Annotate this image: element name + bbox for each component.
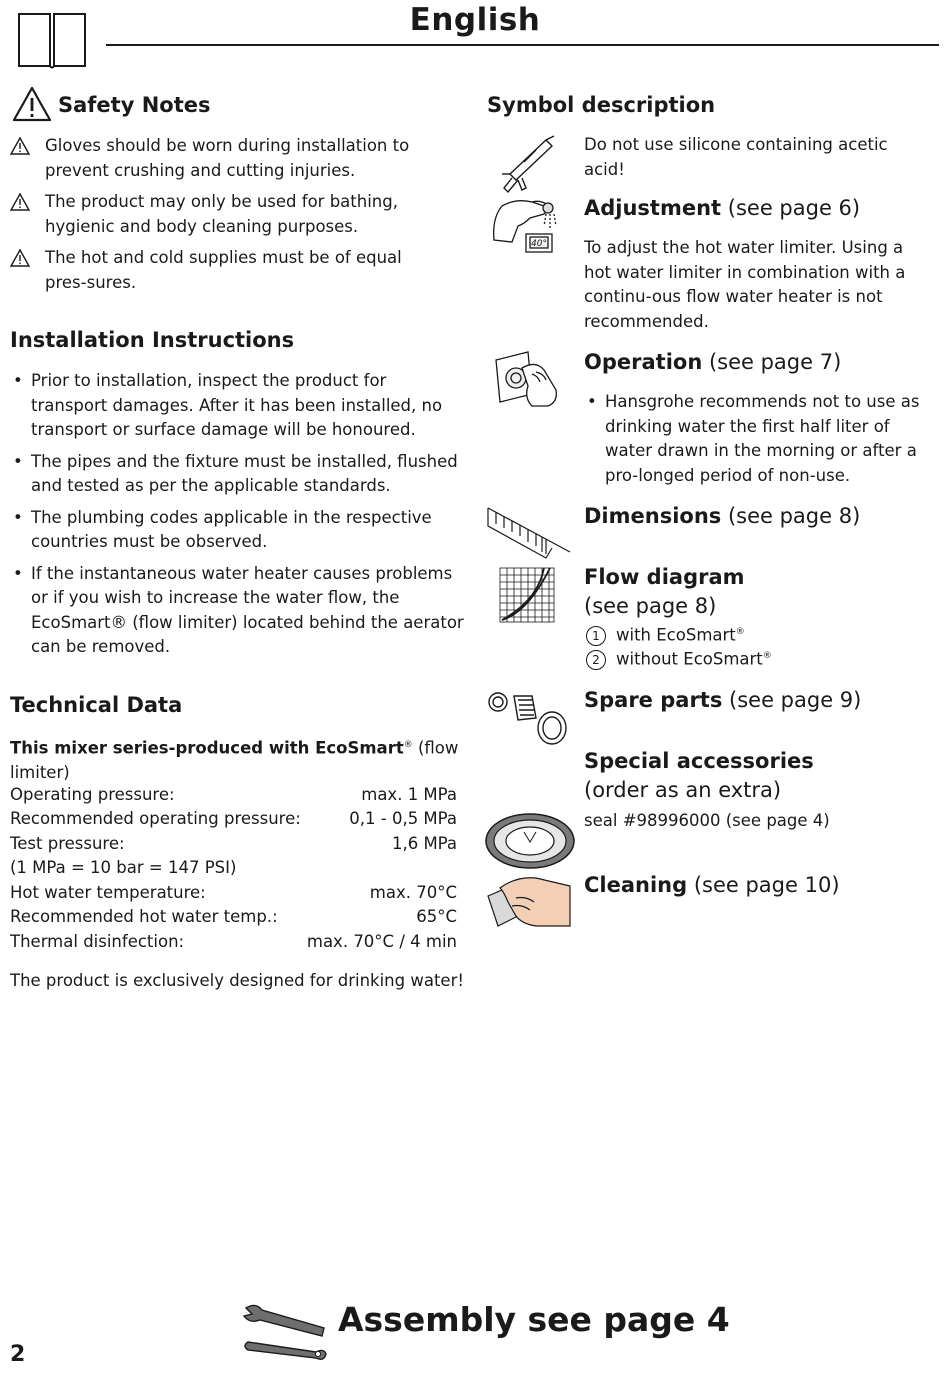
cleaning-hand-icon [486, 872, 572, 930]
tech-label: Test pressure: [10, 834, 125, 853]
adjustment-page: (see page 6) [721, 196, 861, 220]
tech-row [10, 783, 457, 808]
tech-row [10, 881, 457, 906]
warning-small-icon [10, 249, 30, 267]
tech-row [10, 856, 457, 881]
adjustment-text: To adjust the hot water limiter. Using a hot water limiter in combination with a continu-ous flow water heater is not recommended. [584, 238, 906, 331]
tech-label: Recommended operating pressure: [10, 809, 301, 828]
tech-label: (1 MPa = 10 bar = 147 PSI) [10, 858, 237, 877]
flow-chart-icon [498, 566, 558, 624]
warning-small-icon [10, 137, 30, 155]
special-text: seal #98996000 (see page 4) [584, 811, 830, 830]
special-title: Special accessories [584, 749, 814, 773]
flow-title: Flow diagram [584, 565, 745, 589]
technical-note: The product is exclusively designed for drinking water! [10, 971, 464, 990]
flow-heading [584, 565, 745, 589]
technical-intro-rest: (flow limiter) [10, 738, 459, 782]
installation-item: • The plumbing codes applicable in the respective countries must be observed. [10, 506, 465, 555]
tech-value: 1,6 MPa [391, 834, 457, 853]
flow-page: (see page 8) [584, 594, 717, 618]
registered-mark: ® [403, 740, 413, 750]
technical-intro-bold: This mixer series-produced with EcoSmart [10, 738, 404, 758]
tech-value: max. 1 MPa [361, 785, 457, 804]
safety-item [10, 246, 465, 295]
tech-row [10, 807, 457, 832]
silicone-gun-icon [496, 134, 558, 194]
tech-value: max. 70°C [369, 883, 457, 902]
flow-legend-label: without EcoSmart [616, 649, 763, 669]
flow-legend-label: with EcoSmart [616, 625, 736, 645]
installation-heading: Installation Instructions [10, 328, 295, 352]
tech-label: Hot water temperature: [10, 883, 206, 902]
installation-item: • The pipes and the fixture must be installed, flushed and tested as per the applicable standards. [10, 450, 465, 499]
tech-label: Recommended hot water temp.: [10, 907, 278, 926]
installation-item: • Prior to installation, inspect the product for transport damages. After it has been installed, no transport or surface damage will be honoured. [10, 369, 465, 443]
operation-item: • Hansgrohe recommends not to use as drinking water the first half liter of water drawn in the morning or after a pro-longed period of non-use. [584, 390, 929, 488]
cleaning-heading [584, 873, 840, 897]
tech-value: max. 70°C / 4 min [306, 932, 457, 951]
dimensions-heading [584, 504, 860, 528]
page-title: English [409, 2, 541, 38]
registered-mark: ® [735, 627, 745, 637]
tech-value: 65°C [416, 907, 457, 926]
safety-item-text: The product may only be used for bathing, hygienic and body cleaning purposes. [45, 192, 398, 236]
adjustment-title: Adjustment [584, 196, 722, 220]
spare-heading [584, 688, 861, 712]
technical-heading: Technical Data [10, 693, 183, 717]
wrench-tools-icon [240, 1302, 328, 1362]
spare-title: Spare parts [584, 688, 723, 712]
symbol-heading: Symbol description [487, 93, 716, 117]
adjustment-heading [584, 196, 860, 220]
seal-ring-icon [484, 812, 576, 870]
circle-number: 1 [586, 626, 606, 646]
safety-item [10, 190, 465, 239]
assembly-note: Assembly see page 4 [338, 1300, 730, 1339]
special-heading [584, 749, 814, 773]
cleaning-title: Cleaning [584, 873, 688, 897]
circle-number: 2 [586, 650, 606, 670]
thermometer-reading: 40° [531, 239, 547, 249]
tech-value: 0,1 - 0,5 MPa [349, 809, 457, 828]
installation-list [10, 369, 465, 667]
safety-item-text: The hot and cold supplies must be of equal pres-sures. [45, 248, 402, 292]
tech-row [10, 905, 457, 930]
tech-label: Operating pressure: [10, 785, 175, 804]
safety-heading: Safety Notes [58, 93, 211, 117]
safety-item-text: Gloves should be worn during installation to prevent crushing and cutting injuries. [45, 136, 410, 180]
registered-mark: ® [762, 651, 772, 661]
page-number: 2 [10, 1342, 26, 1367]
operation-list [584, 390, 929, 495]
operation-heading [584, 350, 841, 374]
flow-legend-2 [586, 644, 772, 672]
cleaning-page: (see page 10) [687, 873, 840, 897]
special-sub: (order as an extra) [584, 778, 782, 802]
ruler-icon [486, 504, 572, 562]
operation-title: Operation [584, 350, 703, 374]
technical-intro [10, 733, 465, 786]
warning-icon [12, 86, 52, 122]
installation-item: • If the instantaneous water heater causes problems or if you wish to increase the water flow, the EcoSmart® (flow limiter) located behind the aerator can be removed. [10, 562, 465, 660]
tech-label: Thermal disinfection: [10, 932, 185, 951]
operation-handle-icon [492, 350, 564, 410]
spare-page: (see page 9) [722, 688, 862, 712]
dimensions-page: (see page 8) [721, 504, 861, 528]
dimensions-title: Dimensions [584, 504, 722, 528]
silicone-note: Do not use silicone containing acetic acid! [584, 135, 888, 179]
warning-small-icon [10, 193, 30, 211]
adjustment-hand-icon [490, 196, 562, 256]
operation-page: (see page 7) [702, 350, 842, 374]
spare-parts-icon [486, 688, 572, 748]
tech-row [10, 832, 457, 857]
tech-row [10, 930, 457, 955]
safety-item [10, 134, 465, 183]
header-rule [106, 44, 939, 46]
